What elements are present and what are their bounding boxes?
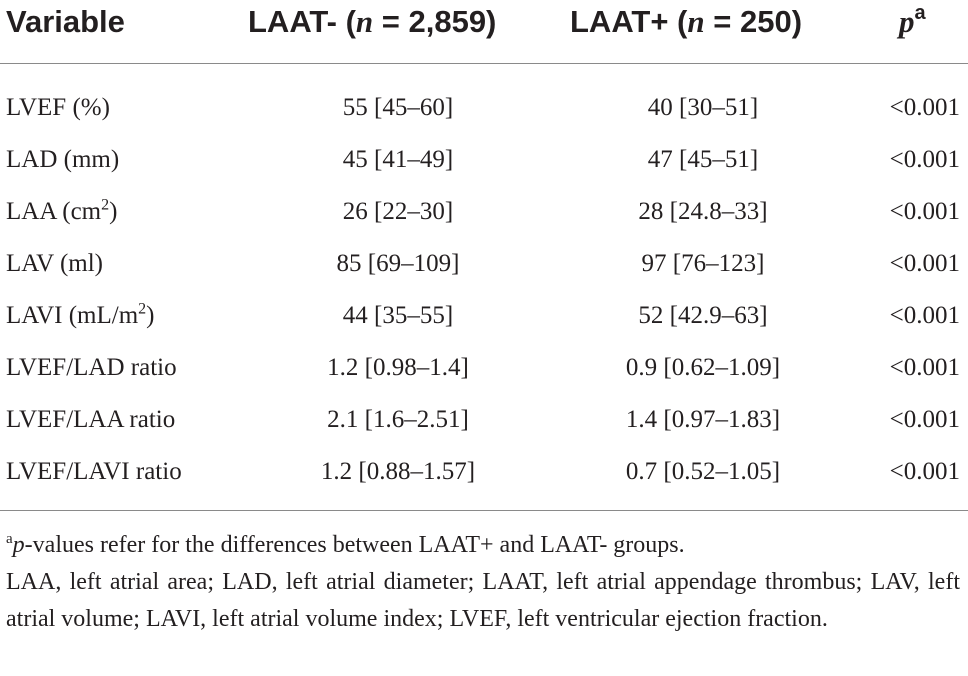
cell-p-value: <0.001: [889, 198, 960, 225]
table-row: [0, 394, 968, 446]
cell-laat-positive: 97 [76–123]: [641, 250, 765, 277]
header-laat-negative-n: n: [355, 4, 374, 39]
table-row: [0, 238, 968, 290]
variable-label: LAD (mm): [6, 146, 120, 173]
header-divider: [0, 63, 968, 64]
variable-unit-close: ): [146, 302, 155, 329]
cell-p-value: <0.001: [889, 94, 960, 121]
cell-laat-positive: 40 [30–51]: [647, 94, 759, 121]
cell-p-value: <0.001: [889, 250, 960, 277]
cell-laat-negative: 44 [35–55]: [342, 302, 454, 329]
variable-label: LAV (ml): [6, 250, 103, 277]
header-laat-negative-prefix: LAAT- (: [248, 4, 356, 39]
variable-label: LVEF/LAA ratio: [6, 406, 176, 433]
table-footnotes: [6, 527, 960, 638]
header-variable: [6, 2, 125, 42]
table-row: [0, 134, 968, 186]
header-p-value: [899, 2, 926, 42]
header-p-superscript: a: [914, 1, 926, 24]
variable-unit-superscript: 2: [138, 300, 147, 318]
cell-variable: [6, 186, 117, 238]
cell-laat-negative: 55 [45–60]: [342, 94, 454, 121]
footnote-abbreviations: LAA, left atrial area; LAD, left atrial diameter; LAAT, left atrial appendage thrombus; LAV, left atrial volume; LAVI, left atrial volume index; LVEF, left ventricular ejection fraction.: [6, 569, 960, 632]
cell-p-value: <0.001: [889, 302, 960, 329]
cell-p-value: <0.001: [889, 354, 960, 381]
header-laat-negative: [248, 2, 496, 42]
cell-variable: [6, 238, 103, 290]
cell-p-value: <0.001: [889, 458, 960, 485]
cell-laat-negative: 85 [69–109]: [336, 250, 460, 277]
cell-variable: [6, 134, 119, 186]
cell-variable: [6, 342, 177, 394]
footnote-a-marker: a: [6, 531, 13, 547]
variable-label: LAVI (mL/m: [6, 302, 139, 329]
cell-laat-positive: 28 [24.8–33]: [638, 198, 768, 225]
header-laat-positive-prefix: LAAT+ (: [570, 4, 688, 39]
cell-laat-negative: 1.2 [0.98–1.4]: [327, 354, 469, 381]
header-laat-positive-suffix: = 250): [704, 4, 803, 39]
variable-label: LVEF/LAVI ratio: [6, 458, 182, 485]
footnote-a: [6, 527, 960, 564]
variable-label: LVEF/LAD ratio: [6, 354, 177, 381]
cell-variable: [6, 290, 155, 342]
footnote-a-p: p: [12, 532, 25, 558]
cell-p-value: <0.001: [889, 146, 960, 173]
header-p-label: p: [899, 4, 915, 39]
variable-label: LVEF (%): [6, 94, 110, 121]
cell-laat-negative: 45 [41–49]: [342, 146, 454, 173]
header-variable-label: Variable: [6, 4, 125, 39]
cell-laat-positive: 0.9 [0.62–1.09]: [625, 354, 781, 381]
variable-label: LAA (cm: [6, 198, 102, 225]
cell-variable: [6, 446, 182, 498]
table-bottom-rule: [0, 510, 968, 511]
header-laat-positive-n: n: [687, 4, 705, 39]
cell-laat-negative: 1.2 [0.88–1.57]: [320, 458, 476, 485]
header-laat-positive: [570, 2, 802, 42]
cell-laat-positive: 52 [42.9–63]: [638, 302, 768, 329]
cell-laat-positive: 1.4 [0.97–1.83]: [625, 406, 781, 433]
table-row: [0, 82, 968, 134]
table-row: [0, 342, 968, 394]
table-row: [0, 446, 968, 498]
cell-laat-negative: 26 [22–30]: [342, 198, 454, 225]
cell-p-value: <0.001: [889, 406, 960, 433]
footnote-a-text: -values refer for the differences between LAAT+ and LAAT- groups.: [24, 532, 685, 558]
cell-variable: [6, 394, 175, 446]
table-row: [0, 290, 968, 342]
variable-unit-superscript: 2: [101, 196, 110, 214]
table-header-row: [0, 0, 968, 46]
header-laat-negative-suffix: = 2,859): [373, 4, 497, 39]
table-row: [0, 186, 968, 238]
cell-laat-negative: 2.1 [1.6–2.51]: [327, 406, 469, 433]
cell-laat-positive: 0.7 [0.52–1.05]: [625, 458, 781, 485]
cell-laat-positive: 47 [45–51]: [647, 146, 759, 173]
cell-variable: [6, 82, 110, 134]
variable-unit-close: ): [109, 198, 118, 225]
